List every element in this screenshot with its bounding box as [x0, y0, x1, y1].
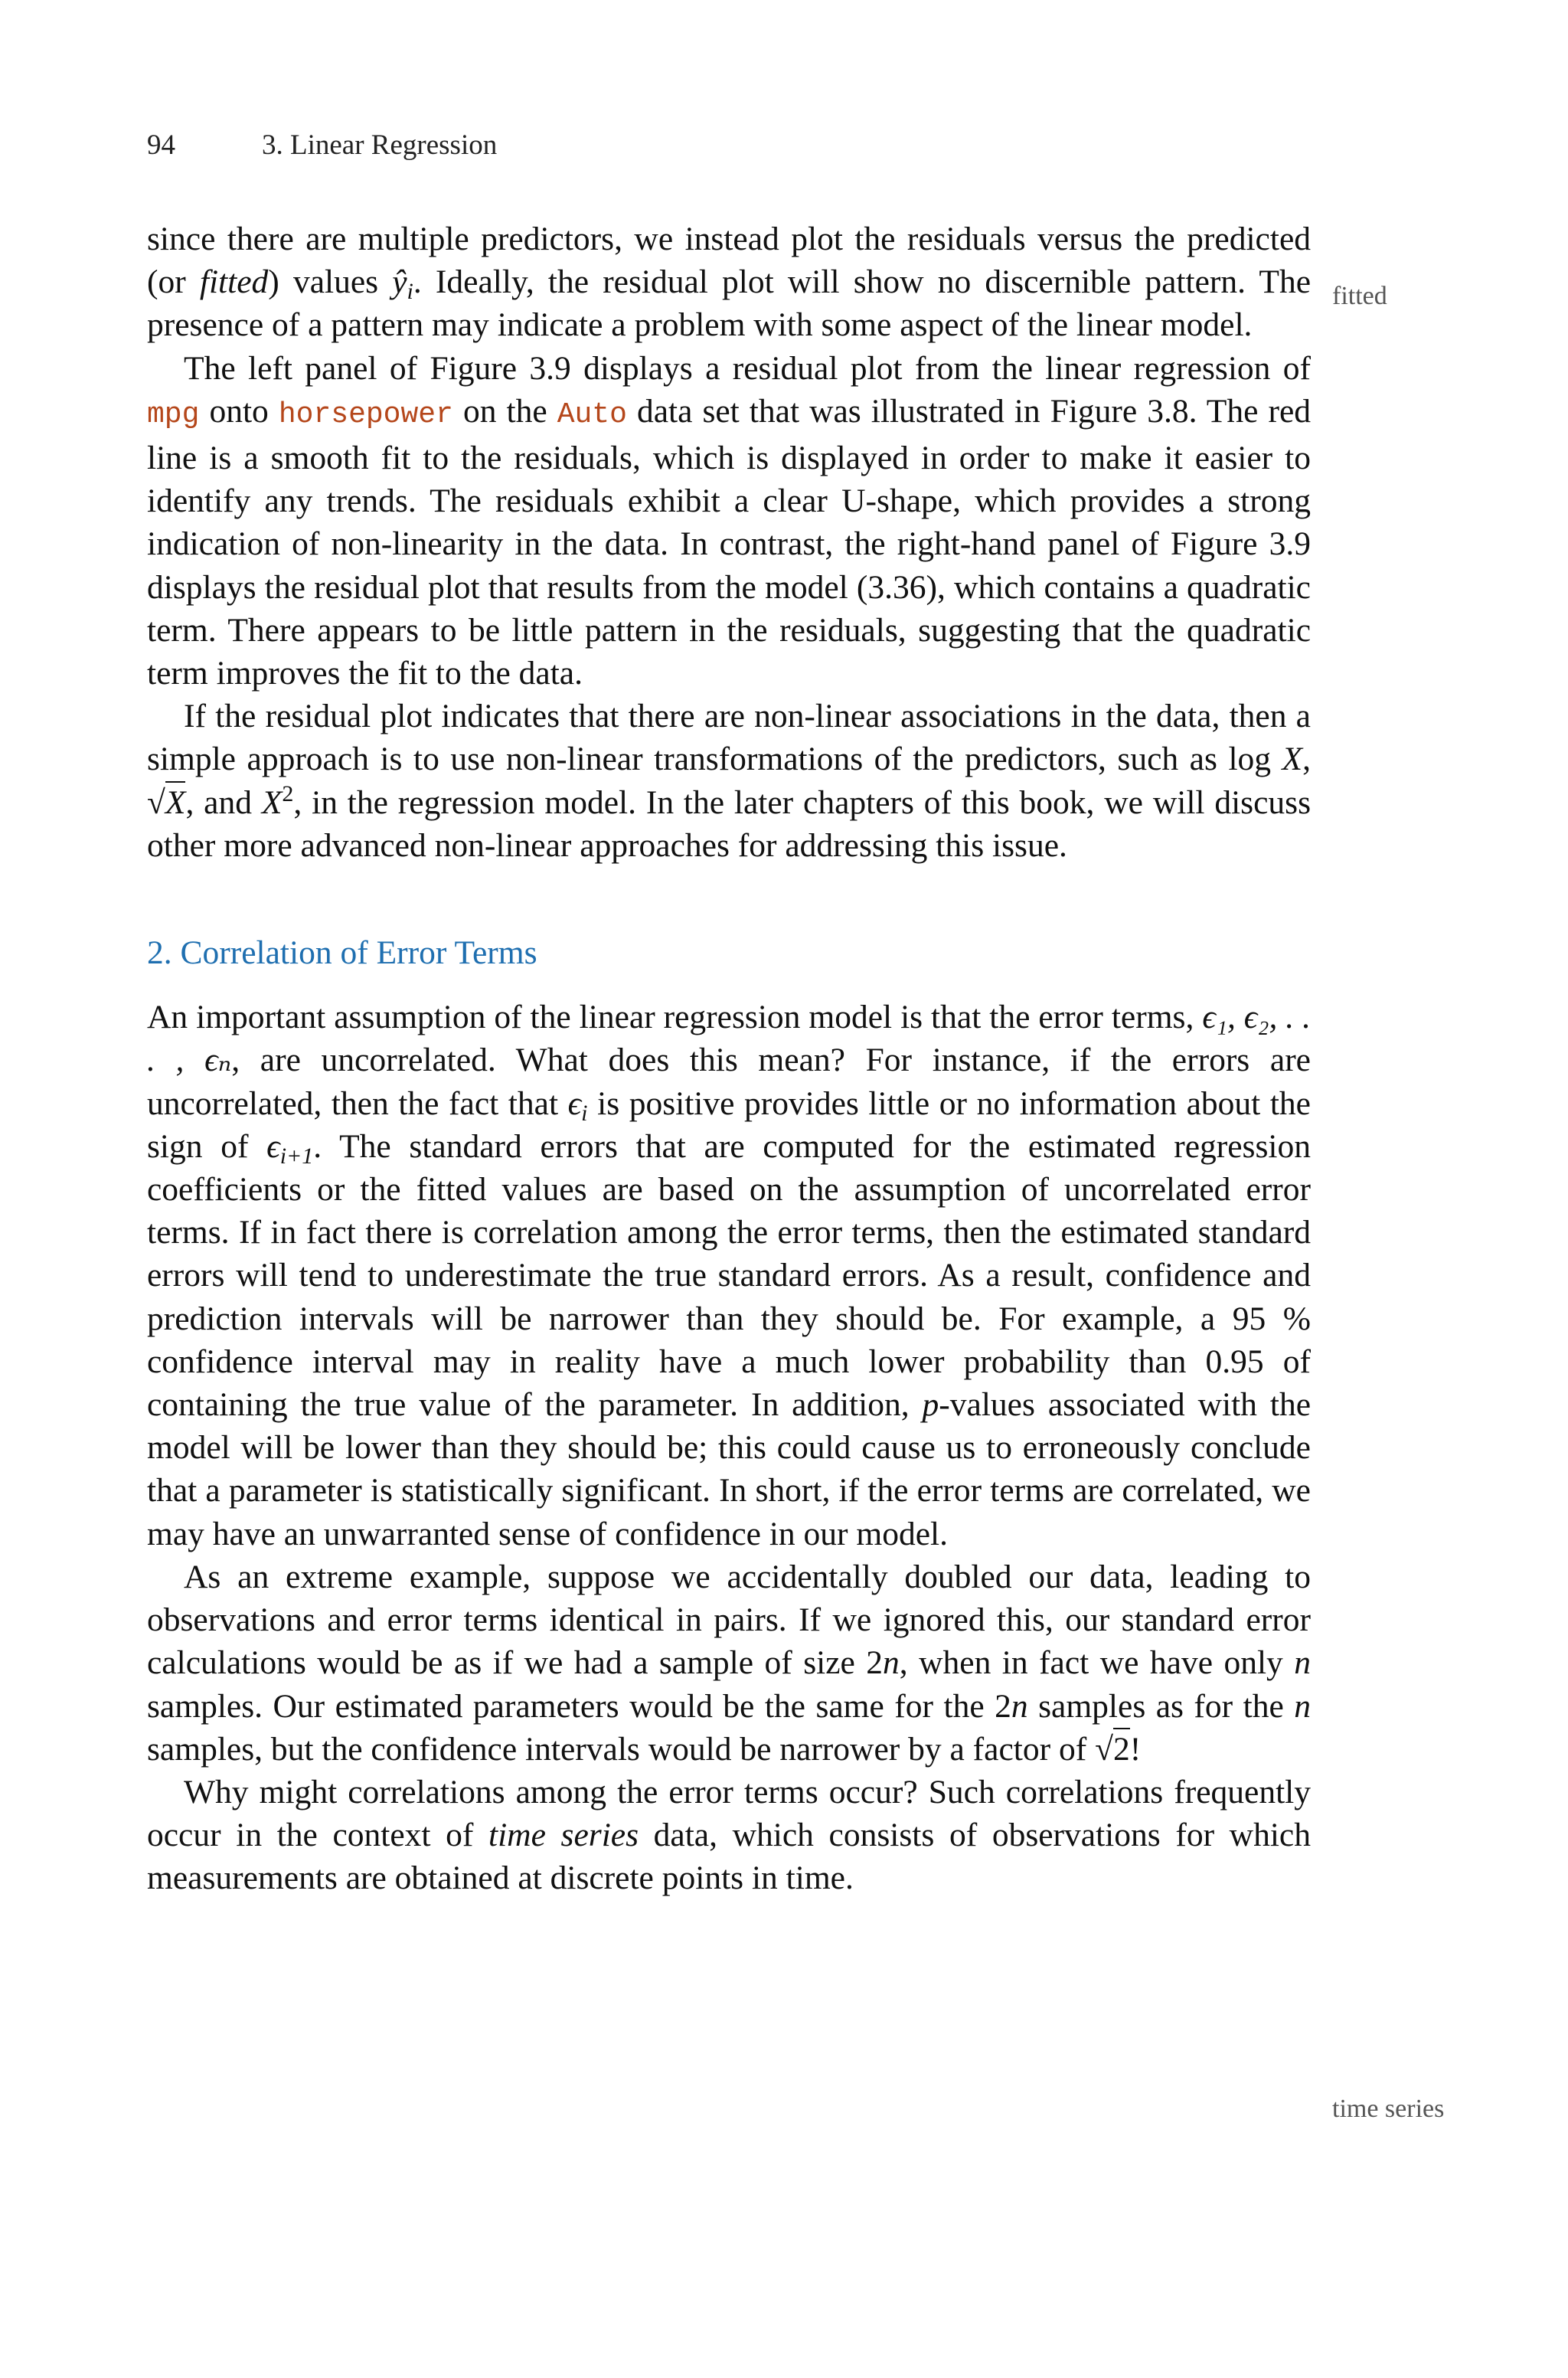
code-auto: Auto [557, 397, 627, 431]
text: , √ [147, 741, 1311, 821]
paragraph-uncorrelated-errors [147, 996, 1311, 1555]
text: , are uncorrelated. What does this mean? For instance, if the errors are uncorrelated, then the fact that [147, 1042, 1311, 1122]
body-text [147, 218, 1311, 1900]
text: onto [199, 392, 279, 430]
text: As an extreme example, suppose we accidentally doubled our data, leading to observations and error terms identical in pairs. If we ignored this, our standard error calculations would be as if we had a sample of size 2 [147, 1558, 1311, 1682]
math-p: p [922, 1386, 939, 1424]
math-sqrt-two: 2 [1113, 1728, 1130, 1768]
math-n: n [883, 1644, 900, 1682]
code-horsepower: horsepower [278, 397, 453, 431]
text: is positive provides little or no information about the sign of [147, 1084, 1311, 1165]
math-yhat: ŷ [392, 263, 407, 301]
text: ) values [268, 263, 393, 301]
math-n: n [1294, 1644, 1312, 1682]
math-epsilon: ϵ [266, 1127, 280, 1165]
math-subscript: i [581, 1100, 588, 1126]
text: on the [452, 392, 557, 430]
text: since there are multiple predictors, we instead plot the residuals versus the predicted (or [147, 221, 1311, 301]
text: , and [185, 783, 262, 821]
text: samples as for the [1027, 1687, 1295, 1725]
text: An important assumption of the linear regression model is that the error terms, [147, 999, 1203, 1036]
paragraph-doubled-data [147, 1555, 1311, 1771]
paragraph-time-series [147, 1771, 1311, 1900]
chapter-title: 3. Linear Regression [262, 129, 498, 161]
emphasis-time-series: time series [488, 1817, 639, 1854]
margin-note-fitted: fitted [1332, 282, 1387, 310]
math-epsilon: ϵ [567, 1084, 582, 1122]
page-number: 94 [147, 129, 175, 161]
paragraph-residuals-vs-fitted [147, 218, 1311, 347]
text: samples. Our estimated parameters would be the same for the 2 [147, 1687, 1011, 1725]
text: samples, but the confidence intervals would be narrower by a factor of √ [147, 1730, 1113, 1768]
text: , when in fact we have only [899, 1644, 1295, 1682]
math-subscript: i [407, 279, 413, 305]
math-superscript: 2 [282, 780, 294, 806]
math-x: X [1282, 741, 1303, 778]
text: data, which consists of observations for which measurements are obtained at discrete points in time. [147, 1817, 1311, 1897]
text: data set that was illustrated in Figure 3.8. The red line is a smooth fit to the residuals, which is displayed in order to make it easier to identify any trends. The residuals exhibit a clear U-shape, which provides a strong indication of non-linearity in the data. In contrast, the right-hand panel of Figure 3.9 displays the residual plot that results from the model (3.36), which contains a quadratic term. There appears to be little pattern in the residuals, suggesting that the quadratic term improves the fit to the data. [147, 392, 1311, 692]
text: The left panel of Figure 3.9 displays a residual plot from the linear regression of [184, 349, 1311, 387]
math-n: n [1011, 1687, 1028, 1725]
math-subscript: i+1 [279, 1143, 314, 1169]
text: . The standard errors that are computed for the estimated regression coefficients or the fitted values are based on the assumption of uncorrelated error terms. If in fact there is correlation among the error terms, then the estimated standard errors will tend to underestimate the true standard errors. As a result, confidence and prediction intervals will be narrower than they should be. For example, a 95 % confidence interval may in reality have a much lower probability than 0.95 of containing the true value of the parameter. In addition, [147, 1127, 1312, 1424]
text: , in the regression model. In the later chapters of this book, we will discuss other more advanced non-linear approaches for addressing this issue. [147, 783, 1312, 864]
math-x-squared: X [261, 783, 283, 821]
paragraph-nonlinear-transformations [147, 695, 1311, 867]
text: If the residual plot indicates that there are non-linear associations in the data, then a simple approach is to use non-linear transformations of the predictors, such as log [147, 698, 1311, 778]
text: ! [1129, 1730, 1142, 1768]
text: -values associated with the model will be lower than they should be; this could cause us to erroneously conclude that a parameter is statistically significant. In short, if the error terms are correlated, we may have an unwarranted sense of confidence in our model. [147, 1386, 1311, 1552]
text: . Ideally, the residual plot will show no discernible pattern. The presence of a pattern may indicate a problem with some aspect of the linear model. [147, 263, 1312, 344]
text: Why might correlations among the error terms occur? Such correlations frequently occur in the context of [147, 1773, 1311, 1854]
margin-note-time-series: time series [1332, 2095, 1445, 2123]
section-heading: 2. Correlation of Error Terms [147, 934, 537, 972]
math-sqrt-x: X [165, 781, 186, 821]
math-epsilon-list: ϵ₁, ϵ₂, . . . , ϵₙ [147, 999, 1311, 1079]
running-header [147, 129, 497, 162]
paragraph-figure-3-9 [147, 347, 1311, 695]
emphasis-fitted: fitted [199, 263, 269, 301]
math-n: n [1294, 1687, 1311, 1725]
code-mpg: mpg [147, 397, 200, 431]
